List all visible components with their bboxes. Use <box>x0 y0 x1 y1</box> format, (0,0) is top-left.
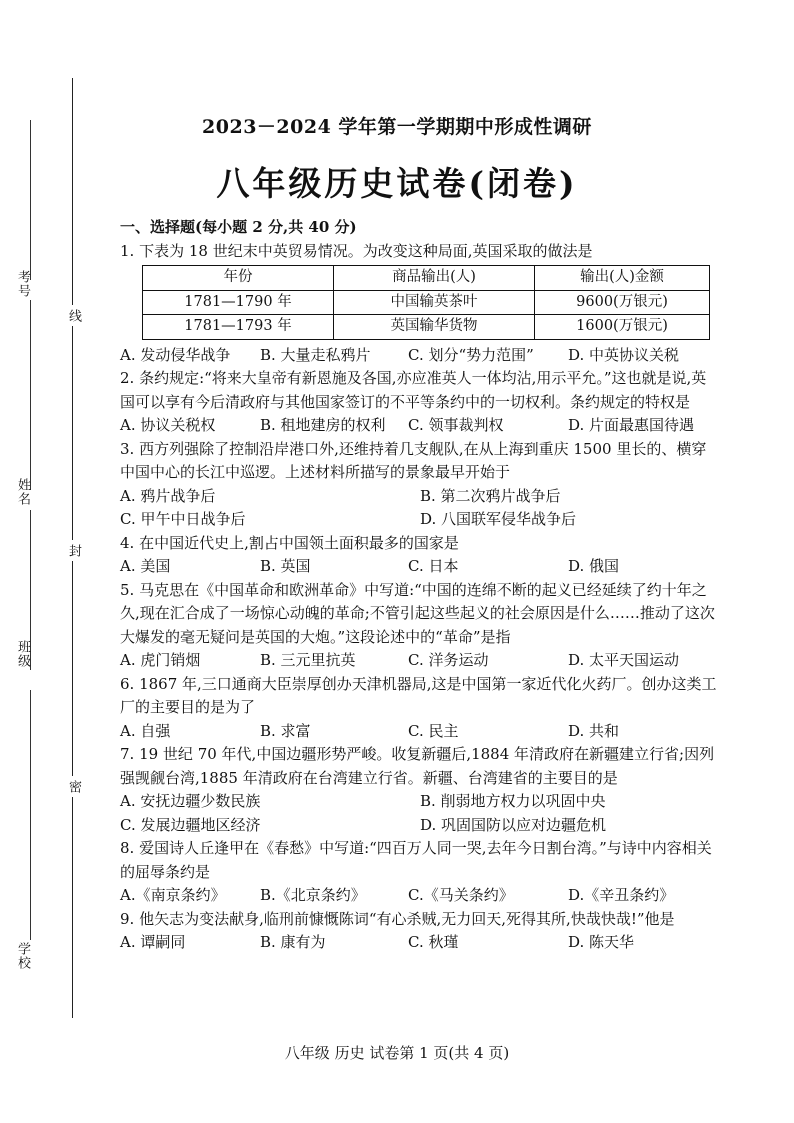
option-c[interactable]: C.《马关条约》 <box>408 886 514 904</box>
fill-line-name <box>30 300 31 490</box>
section-title: 一、选择题(每小题 2 分,共 40 分) <box>120 218 357 236</box>
options <box>120 485 720 532</box>
option-c[interactable]: C. 秋瑾 <box>408 933 459 951</box>
option-b[interactable]: B. 大量走私鸦片 <box>260 345 371 364</box>
questions-area <box>120 216 720 955</box>
question-1 <box>120 240 720 368</box>
class-label: 班级 <box>15 640 30 668</box>
option-c[interactable]: C. 领事裁判权 <box>408 416 504 434</box>
table-header: 输出(人)金额 <box>535 266 710 291</box>
exam-title: 八年级历史试卷(闭卷) <box>216 164 578 203</box>
question-7 <box>120 743 720 837</box>
table-cell: 9600(万银元) <box>535 290 710 315</box>
question-9 <box>120 908 720 955</box>
options <box>120 931 720 955</box>
option-a[interactable]: A. 虎门销烟 <box>120 651 201 669</box>
question-3 <box>120 438 720 532</box>
option-a[interactable]: A. 安抚边疆少数民族 <box>120 792 261 810</box>
trade-table <box>142 265 710 340</box>
seal-word-sealed: 密 <box>64 776 83 797</box>
option-d[interactable]: D. 片面最惠国待遇 <box>568 416 695 434</box>
option-c[interactable]: C. 甲午中日战争后 <box>120 510 246 528</box>
table-header: 年份 <box>143 266 334 291</box>
table-cell: 1600(万银元) <box>535 315 710 340</box>
name-label: 姓名 <box>15 478 30 506</box>
option-d[interactable]: D. 巩固国防以应对边疆危机 <box>420 815 607 834</box>
options <box>120 344 720 368</box>
question-stem: 4. 在中国近代史上,割占中国领土面积最多的国家是 <box>120 533 459 552</box>
question-8 <box>120 837 720 908</box>
table-cell: 1781—1793 年 <box>143 315 334 340</box>
option-a[interactable]: A. 协议关税权 <box>120 416 216 434</box>
seal-word-seal: 封 <box>64 540 83 561</box>
option-d[interactable]: D. 俄国 <box>568 557 620 575</box>
question-6 <box>120 673 720 744</box>
option-d[interactable]: D. 陈天华 <box>568 933 635 951</box>
school-label: 学校 <box>15 942 30 970</box>
question-stem: 6. 1867 年,三口通商大臣崇厚创办天津机器局,这是中国第一家近代化火药厂。创办这类工厂的主要目的是为了 <box>120 674 717 716</box>
option-b[interactable]: B.《北京条约》 <box>260 886 366 904</box>
exam-subtitle: 2023－2024 学年第一学期期中形成性调研 <box>202 116 592 138</box>
option-d[interactable]: D. 太平天国运动 <box>568 651 680 669</box>
seal-word-line: 线 <box>64 305 83 326</box>
option-a[interactable]: A. 自强 <box>120 721 171 740</box>
option-b[interactable]: B. 英国 <box>260 557 311 575</box>
option-d[interactable]: D.《辛丑条约》 <box>568 886 675 904</box>
options <box>120 884 720 908</box>
option-b[interactable]: B. 租地建房的权利 <box>260 416 386 434</box>
option-a[interactable]: A. 鸦片战争后 <box>120 486 216 505</box>
option-b[interactable]: B. 求富 <box>260 721 311 740</box>
question-stem: 3. 西方列强除了控制沿岸港口外,还维持着几支舰队,在从上海到重庆 1500 里长的、横穿中国中心的长江中巡逻。上述材料所描写的景象最早开始于 <box>120 439 707 481</box>
option-a[interactable]: A. 发动侵华战争 <box>120 345 231 364</box>
table-row <box>143 290 710 315</box>
option-b[interactable]: B. 康有为 <box>260 933 326 951</box>
option-b[interactable]: B. 三元里抗英 <box>260 651 356 669</box>
option-c[interactable]: C. 划分“势力范围” <box>408 345 534 364</box>
fill-line-school <box>30 690 31 940</box>
question-stem: 2. 条约规定:“将来大皇帝有新恩施及各国,亦应准英人一体均沾,用示平允。”这也就是说,英国可以享有今后清政府与其他国家签订的不平等条约中的一切权利。条约规定的特权是 <box>120 369 707 411</box>
page-footer: 八年级 历史 试卷第 1 页(共 4 页) <box>284 1044 510 1062</box>
option-a[interactable]: A. 谭嗣同 <box>120 933 186 951</box>
question-4 <box>120 532 720 579</box>
options <box>120 649 720 673</box>
option-b[interactable]: B. 削弱地方权力以巩固中央 <box>420 792 606 810</box>
table-header: 商品输出(人) <box>334 266 535 291</box>
option-c[interactable]: C. 发展边疆地区经济 <box>120 815 261 834</box>
question-stem: 1. 下表为 18 世纪末中英贸易情况。为改变这种局面,英国采取的做法是 <box>120 241 593 260</box>
fill-line-class <box>30 510 31 670</box>
question-stem: 7. 19 世纪 70 年代,中国边疆形势严峻。收复新疆后,1884 年清政府在新疆建立行省;因列强觊觎台湾,1885 年清政府在台湾建立行省。新疆、台湾建省的主要目的是 <box>120 745 715 787</box>
option-d[interactable]: D. 中英协议关税 <box>568 345 680 364</box>
options <box>120 720 720 744</box>
options <box>120 790 720 837</box>
exam-number-label: 考号 <box>15 270 30 298</box>
question-5 <box>120 579 720 673</box>
question-2 <box>120 367 720 438</box>
options <box>120 555 720 579</box>
option-c[interactable]: C. 日本 <box>408 557 459 575</box>
option-d[interactable]: D. 八国联军侵华战争后 <box>420 510 577 528</box>
table-row <box>143 315 710 340</box>
table-cell: 中国输英茶叶 <box>334 290 535 315</box>
options <box>120 414 720 438</box>
table-header-row <box>143 266 710 291</box>
option-c[interactable]: C. 洋务运动 <box>408 651 489 669</box>
option-b[interactable]: B. 第二次鸦片战争后 <box>420 486 561 505</box>
option-d[interactable]: D. 共和 <box>568 721 620 740</box>
question-stem: 8. 爱国诗人丘逢甲在《春愁》中写道:“四百万人同一哭,去年今日割台湾。”与诗中内容相关的屈辱条约是 <box>120 839 712 881</box>
table-cell: 英国输华货物 <box>334 315 535 340</box>
question-stem: 9. 他矢志为变法献身,临刑前慷慨陈词“有心杀贼,无力回天,死得其所,快哉快哉!”他是 <box>120 909 675 928</box>
option-c[interactable]: C. 民主 <box>408 721 459 740</box>
option-a[interactable]: A.《南京条约》 <box>120 886 226 904</box>
table-cell: 1781—1790 年 <box>143 290 334 315</box>
question-stem: 5. 马克思在《中国革命和欧洲革命》中写道:“中国的连绵不断的起义已经延续了约十年之久,现在汇合成了一场惊心动魄的革命;不管引起这些起义的社会原因是什么……推动了这次大爆发的毫无疑问是英国的大炮。”这段论述中的“革命”是指 <box>120 580 715 646</box>
option-a[interactable]: A. 美国 <box>120 557 171 575</box>
